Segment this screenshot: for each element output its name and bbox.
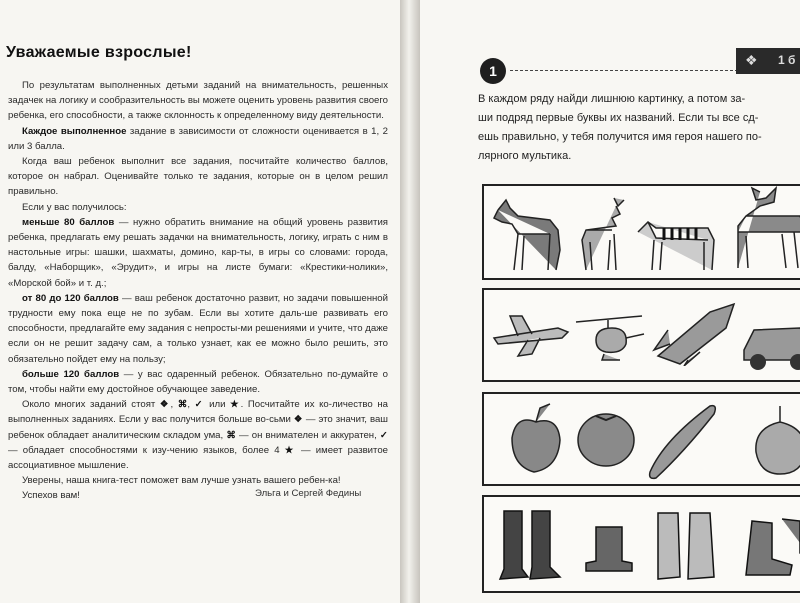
signature: Эльга и Сергей Федины <box>255 488 362 499</box>
horse-picture[interactable] <box>488 190 570 274</box>
header-rule <box>510 70 738 71</box>
onion-picture[interactable] <box>750 402 800 478</box>
command-icon: ⌘ <box>177 399 188 411</box>
picture-row-shoes <box>482 495 800 593</box>
bold-phrase: больше 120 баллов <box>22 368 120 380</box>
picture-row-food <box>482 392 800 486</box>
paragraph-symbols: Около многих заданий стоят ❖, ⌘, ✓ или ★. Посчитайте их ко-личество на выполненных заданиях. Если у вас получится больше во-сьми ❖ — это значит, ваш ребенок обладает аналитическим складом ума, ⌘ — он внимателен и аккуратен, ✓ — обладает способностями к изу-чению языков, более 4 ★ — имеет развитое ассоциативное мышление. <box>8 399 389 472</box>
bold-phrase: Каждое выполненное <box>22 125 127 137</box>
picture-row-transport <box>482 288 800 382</box>
zebra-picture[interactable] <box>634 212 720 274</box>
star-icon: ★ <box>284 444 296 456</box>
page-title: Уважаемые взрослые! <box>6 44 192 61</box>
diamond-icon: ❖ <box>159 399 171 411</box>
check-icon: ✓ <box>194 399 205 411</box>
tab-number: 1 б <box>778 53 796 67</box>
apple-picture[interactable] <box>506 400 566 476</box>
diamond-icon: ❖ <box>745 52 758 68</box>
paragraph-scoring: Каждое выполненное задание в зависимости от сложности оценивается в 1, 2 или 3 балла. <box>8 125 388 152</box>
picture-row-animals <box>482 184 800 280</box>
paragraph-wish: Уверены, наша книга-тест поможет вам лучше узнать вашего ребен-ка! <box>22 475 341 487</box>
airplane-picture[interactable] <box>488 310 572 360</box>
cucumber-picture[interactable] <box>644 400 720 480</box>
diamond-icon: ❖ <box>293 414 303 426</box>
paragraph-low-score: меньше 80 баллов — нужно обратить внимание на общий уровень развития ребенка, предлагать ему решать задачки на внимательность, логику, играть с ним в настольные игры: шашки, шахматы, домино, кар-ты, в игры со словами: города, балду, «Наборщик», «Эрудит», и игры на листе бумаги: «Крестики-нолики», «Морской бой» и т. д.; <box>8 216 388 289</box>
felt-boots-picture[interactable] <box>652 507 722 585</box>
command-icon: ⌘ <box>226 429 236 441</box>
deer-picture[interactable] <box>576 194 634 274</box>
lace-up-boots-picture[interactable] <box>742 515 800 583</box>
paragraph-result-intro: Если у вас получилось: <box>22 201 127 213</box>
paragraph-good-luck: Успехов вам! <box>22 490 80 502</box>
paragraph-count: Когда ваш ребенок выполнит все задания, посчитайте количество баллов, которое он набрал. Оценивайте только те задания, которые он в целом решил правильно. <box>8 156 388 198</box>
tomato-picture[interactable] <box>576 404 636 472</box>
bold-phrase: от 80 до 120 баллов <box>22 292 119 304</box>
rocket-picture[interactable] <box>650 300 740 366</box>
paragraph-intro: По результатам выполненных детьми заданий на внимательность, решенных задачек на логику и сообразительность вы можете оценить уровень развития своего ребенка, его способности, а также склонность к определенному виду деятельности. <box>8 80 388 122</box>
car-picture[interactable] <box>740 316 800 372</box>
task-instruction: В каждом ряду найди лишнюю картинку, а потом за- ши подряд первые буквы их названий. Если ты все сд- ешь правильно, у тебя получится имя героя нашего по- лярного мультика. <box>478 93 762 162</box>
top-hat-picture[interactable] <box>584 523 634 577</box>
moose-picture[interactable] <box>730 186 800 274</box>
helicopter-picture[interactable] <box>572 304 646 362</box>
paragraph-mid-score: от 80 до 120 баллов — ваш ребенок достаточно развит, но задачи повышенной трудности ему пока еще не по зубам. Если вы хотите даль-ше развивать его способности, предлагайте ему задания с непросты-ми решениями и учите, что даже если он не решит задачу сам, а только узнает, как ее можно было решить, это обязательно пойдет ему на пользу; <box>8 292 388 365</box>
paragraph-high-score: больше 120 баллов — у вас одаренный ребенок. Обязательно по-думайте о том, чтобы найти ему достойное обучающее заведение. <box>8 368 388 396</box>
star-icon: ★ <box>230 399 241 411</box>
task-number-badge: 1 <box>480 58 506 84</box>
boots-picture[interactable] <box>496 507 566 585</box>
check-icon: ✓ <box>379 429 388 441</box>
book-gutter <box>400 0 420 603</box>
bold-phrase: меньше 80 баллов <box>22 216 115 228</box>
parents-text <box>8 78 388 504</box>
